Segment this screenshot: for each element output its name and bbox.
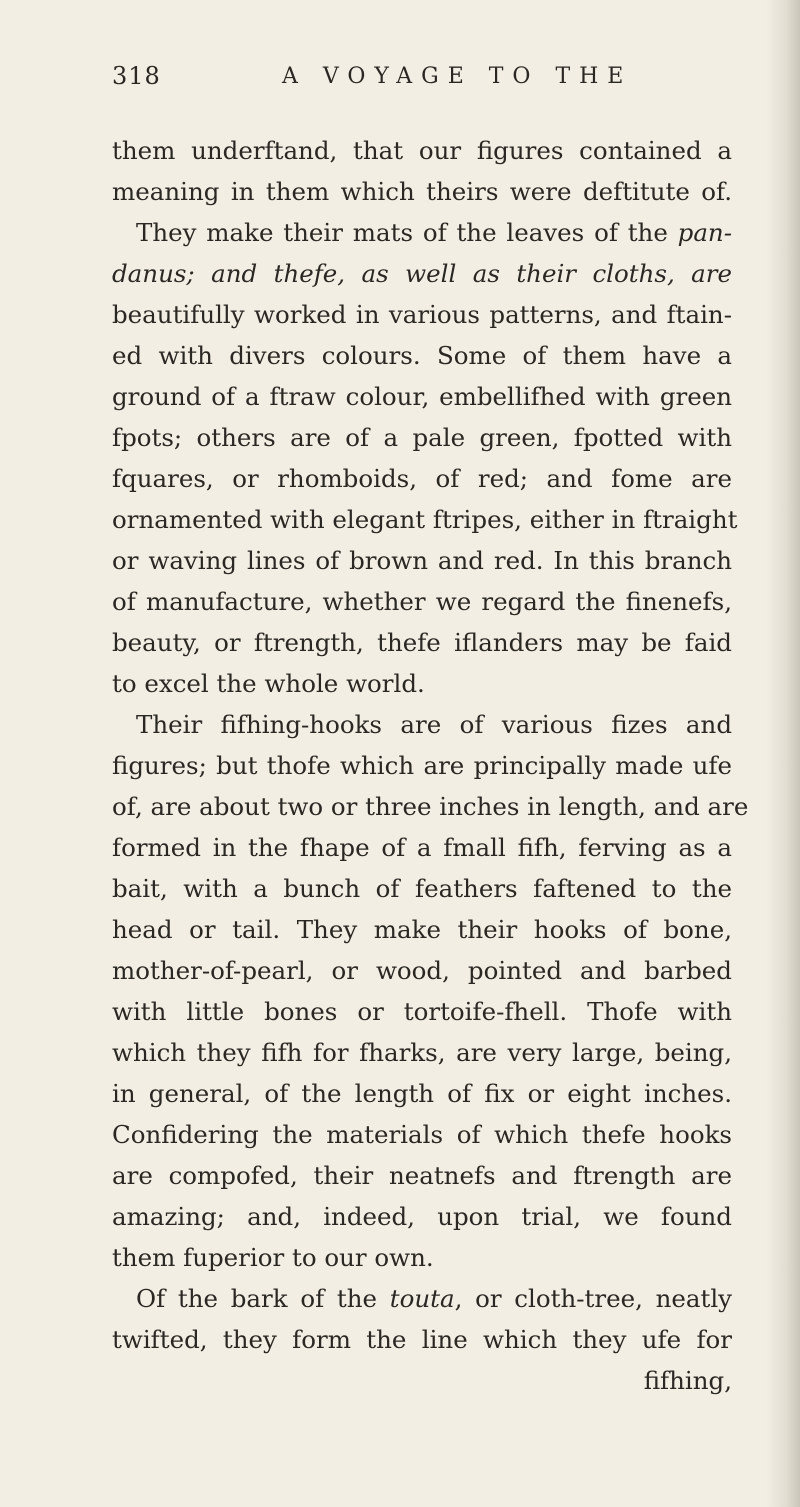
text-line: which they fifh for fharks, are very large, being,: [112, 1038, 732, 1067]
text-line: in general, of the length of fix or eight inches.: [112, 1079, 732, 1108]
text-line: figures; but thofe which are principally made ufe: [112, 751, 732, 780]
text-line: [112, 1278, 732, 1319]
text-line: [112, 253, 732, 294]
text-run: , or cloth-tree, neatly: [454, 1284, 732, 1313]
text-line: bait, with a bunch of feathers faftened to the: [112, 874, 732, 903]
text-line: to excel the whole world.: [112, 669, 425, 698]
page-number: 318: [112, 62, 161, 90]
text-line: beautifully worked in various patterns, and ftain-: [112, 300, 732, 329]
text-line: ed with divers colours. Some of them have a: [112, 341, 732, 370]
page-header: [112, 62, 712, 102]
italic-word: pan-: [677, 218, 732, 247]
text-line: Confidering the materials of which thefe hooks: [112, 1120, 732, 1149]
text-line: of, are about two or three inches in length, and are: [112, 792, 749, 821]
text-line: amazing; and, indeed, upon trial, we found: [112, 1202, 732, 1231]
text-line: twifted, they form the line which they ufe for: [112, 1325, 732, 1354]
text-line: Their fifhing-hooks are of various fizes and: [136, 710, 732, 739]
body-text: [112, 130, 749, 1401]
text-line: meaning in them which theirs were deftitute of.: [112, 177, 732, 206]
running-head: A VOYAGE TO THE: [282, 64, 633, 89]
text-line: ground of a ftraw colour, embellifhed with green: [112, 382, 732, 411]
text-line: or waving lines of brown and red. In this branch: [112, 546, 732, 575]
italic-word: touta: [389, 1284, 455, 1313]
text-line: beauty, or ftrength, thefe iflanders may be faid: [112, 628, 732, 657]
text-line: them underftand, that our figures contained a: [112, 136, 732, 165]
text-line: fpots; others are of a pale green, fpotted with: [112, 423, 732, 452]
text-run: They make their mats of the leaves of the: [136, 218, 678, 247]
text-line: are compofed, their neatnefs and ftrength are: [112, 1161, 732, 1190]
text-line: mother-of-pearl, or wood, pointed and barbed: [112, 956, 732, 985]
text-line: head or tail. They make their hooks of bone,: [112, 915, 732, 944]
text-run: Of the bark of the: [136, 1284, 390, 1313]
text-line: with little bones or tortoife-fhell. Thofe with: [112, 997, 732, 1026]
text-line: formed in the fhape of a fmall fifh, ferving as a: [112, 833, 732, 862]
text-line: fquares, or rhomboids, of red; and fome are: [112, 464, 732, 493]
italic-word: danus; and thefe, as well as their cloths, are: [112, 259, 732, 288]
page-edge-shadow: [766, 0, 800, 1507]
text-line: them fuperior to our own.: [112, 1243, 434, 1272]
catchword: fifhing,: [643, 1366, 732, 1395]
text-line: ornamented with elegant ftripes, either in ftraight: [112, 505, 738, 534]
text-line: of manufacture, whether we regard the finenefs,: [112, 587, 732, 616]
text-line: [112, 212, 732, 253]
